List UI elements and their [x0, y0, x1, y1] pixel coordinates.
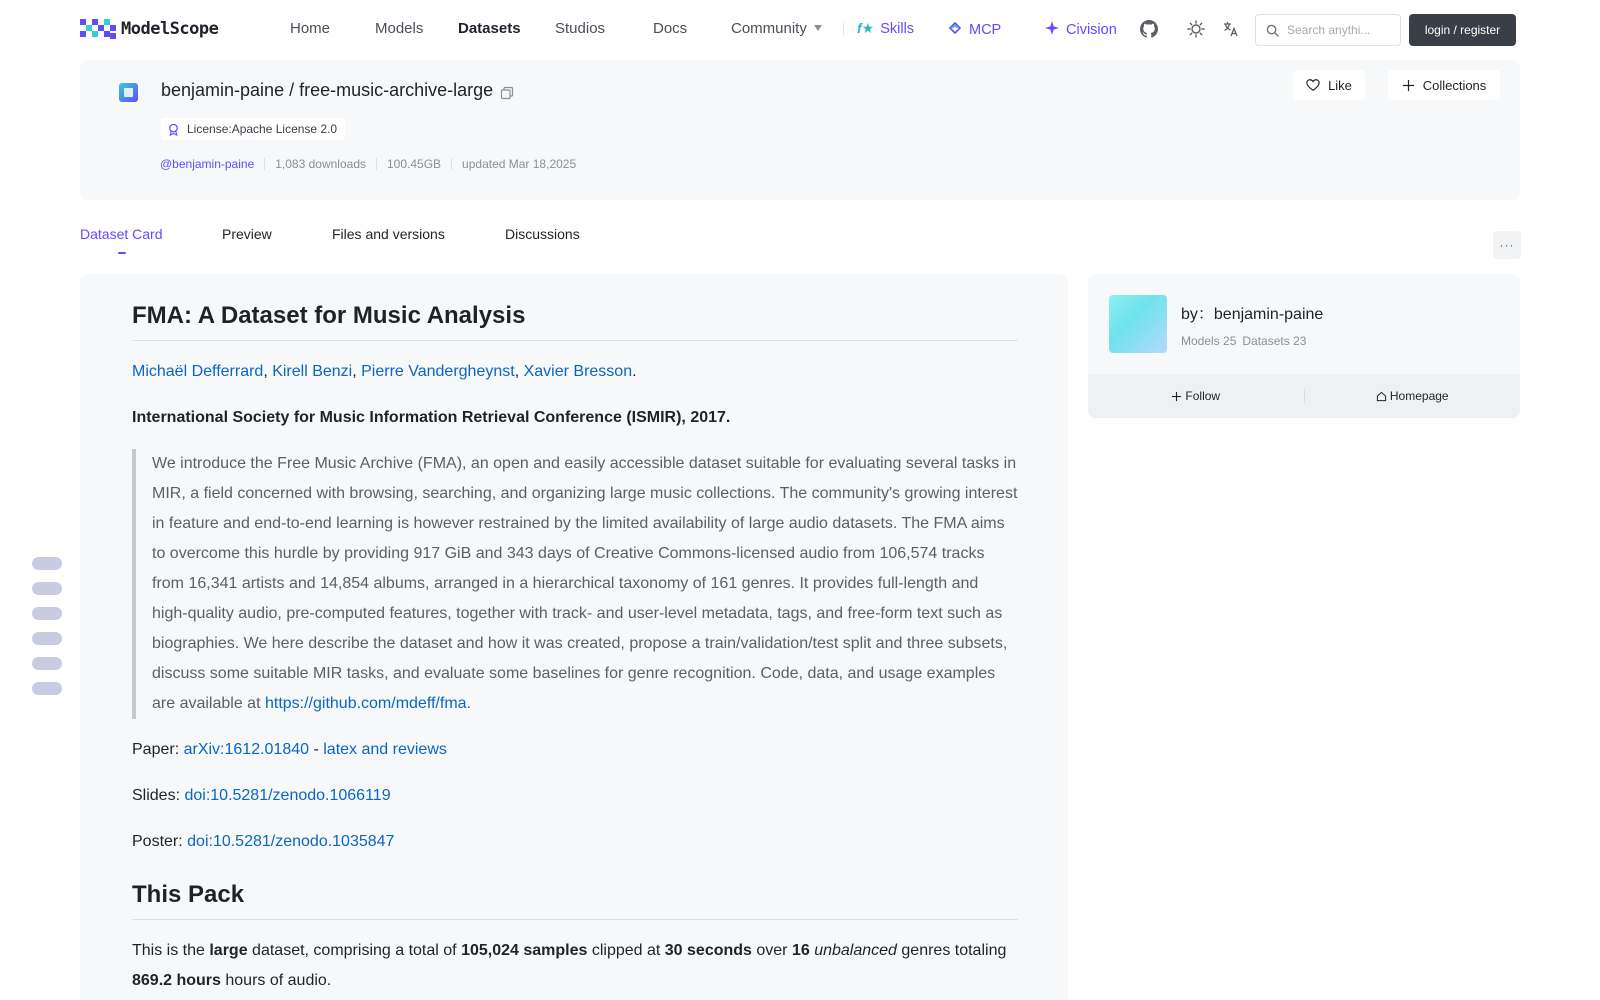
chevron-down-icon: [814, 25, 822, 31]
author-name[interactable]: by：benjamin-paine: [1181, 306, 1324, 323]
follow-label: Follow: [1185, 389, 1221, 403]
slides-line: [132, 781, 1018, 811]
pack-text: hours of audio.: [220, 972, 332, 989]
tab-discussions[interactable]: Discussions: [505, 226, 580, 242]
author-separator: ,: [263, 363, 273, 380]
readme: [132, 298, 1018, 996]
collections-button[interactable]: [1388, 70, 1500, 100]
pack-emphasis: 105,024 samples: [461, 942, 588, 959]
translate-icon[interactable]: [1220, 18, 1242, 40]
nav-divider: [843, 23, 844, 35]
title-separator: /: [289, 80, 295, 100]
author-link[interactable]: Michaël Defferrard: [132, 363, 264, 380]
follow-button[interactable]: [1088, 389, 1304, 403]
pack-text: dataset, comprising a total of: [247, 942, 462, 959]
outline-item[interactable]: [32, 607, 62, 620]
dataset-header: [80, 60, 1520, 200]
pack-italic: unbalanced: [814, 942, 897, 959]
latex-reviews-link[interactable]: latex and reviews: [323, 741, 447, 758]
pack-text: over: [751, 942, 792, 959]
skills-icon: f★: [857, 20, 875, 36]
owner-handle-link[interactable]: @benjamin-paine: [160, 157, 255, 171]
search-box[interactable]: [1255, 14, 1401, 46]
nav-civision[interactable]: [1044, 20, 1117, 39]
poster-doi-link[interactable]: doi:10.5281/zenodo.1035847: [187, 833, 395, 850]
nav-studios[interactable]: Studios: [555, 20, 606, 37]
updated-date: updated Mar 18,2025: [462, 157, 577, 171]
section-title-this-pack: This Pack: [132, 881, 1018, 920]
dataset-meta: [160, 157, 576, 171]
login-register-button[interactable]: login / register: [1409, 14, 1516, 46]
dataset-size: 100.45GB: [387, 157, 442, 171]
like-label: Like: [1328, 77, 1352, 93]
search-input[interactable]: [1287, 23, 1395, 37]
slides-doi-link[interactable]: doi:10.5281/zenodo.1066119: [184, 787, 391, 804]
logo-mark-icon: [80, 19, 118, 39]
dataset-icon: [119, 83, 138, 102]
outline-item[interactable]: [32, 657, 62, 670]
authors-end: .: [632, 363, 637, 380]
abstract-body: We introduce the Free Music Archive (FMA), an open and easily accessible dataset suitable for evaluating several tasks in MIR, a field concerned with browsing, searching, and organizing large music collections. The community's growing interest in feature and end-to-end learning is however restrained by the limited availability of large audio datasets. The FMA aims to overcome this hurdle by providing 917 GiB and 343 days of Creative Commons-licensed audio from 106,574 tracks from 16,341 artists and 14,854 albums, arranged in a hierarchical taxonomy of 161 genres. It provides full-length and high-quality audio, pre-computed features, together with track- and user-level metadata, tags, and free-form text such as biographies. We here describe the dataset and how it was created, propose a train/validation/test split and three subsets, discuss some suitable MIR tasks, and evaluate some baselines for genre recognition. Code, data, and usage examples are available at: [152, 455, 1018, 712]
nav-mcp-label: MCP: [969, 21, 1002, 38]
paper-line: [132, 735, 1018, 765]
outline-item[interactable]: [32, 557, 62, 570]
author-separator: ,: [352, 363, 362, 380]
nav-skills-label: Skills: [880, 20, 915, 37]
pack-text: clipped at: [587, 942, 665, 959]
github-repo-link[interactable]: https://github.com/mdeff/fma: [264, 695, 467, 712]
github-icon[interactable]: [1138, 18, 1160, 40]
author-card: [1088, 274, 1520, 418]
outline-item[interactable]: [32, 632, 62, 645]
mcp-icon: [947, 20, 963, 39]
author-actions: [1088, 374, 1520, 418]
document-outline: [32, 557, 62, 707]
paper-separator: -: [309, 741, 324, 758]
arxiv-link[interactable]: arXiv:1612.01840: [183, 741, 310, 758]
meta-divider: [376, 158, 377, 170]
pack-emphasis: 16: [791, 942, 810, 959]
homepage-label: Homepage: [1389, 389, 1449, 403]
meta-divider: [451, 158, 452, 170]
search-icon: [1266, 24, 1279, 37]
author-separator: ,: [514, 363, 524, 380]
abstract-end: .: [466, 695, 471, 712]
license-badge-icon: [167, 123, 180, 136]
nav-community-label: Community: [731, 20, 807, 37]
license-tag[interactable]: [161, 118, 345, 140]
nav-community[interactable]: [731, 20, 822, 37]
home-icon: [1376, 391, 1387, 402]
outline-item[interactable]: [32, 682, 62, 695]
sun-icon[interactable]: [1185, 18, 1207, 40]
pack-text: genres totaling: [896, 942, 1007, 959]
tab-files-and-versions[interactable]: Files and versions: [332, 226, 445, 242]
nav-home[interactable]: Home: [290, 20, 331, 37]
pack-emphasis: 869.2 hours: [132, 972, 221, 989]
like-button[interactable]: [1293, 70, 1365, 100]
tab-preview[interactable]: Preview: [222, 226, 272, 242]
download-count: 1,083 downloads: [275, 157, 366, 171]
pack-text: This is the: [132, 942, 210, 959]
brand-logo[interactable]: [80, 19, 218, 39]
poster-line: [132, 827, 1018, 857]
sparkle-icon: [1044, 20, 1060, 39]
dataset-card-content: [80, 274, 1068, 1000]
pack-emphasis: 30 seconds: [664, 942, 752, 959]
nav-models[interactable]: Models: [375, 20, 424, 37]
pack-description: [132, 936, 1018, 996]
plus-icon: [1402, 79, 1415, 92]
author-datasets-count[interactable]: Datasets 23: [1242, 334, 1307, 348]
pack-emphasis: large: [209, 942, 248, 959]
nav-datasets[interactable]: Datasets: [458, 20, 521, 37]
meta-divider: [264, 158, 265, 170]
more-options-button[interactable]: ···: [1493, 231, 1521, 259]
dataset-owner[interactable]: benjamin-paine: [161, 80, 285, 100]
license-label: License:Apache License 2.0: [187, 122, 338, 136]
avatar[interactable]: [1109, 295, 1167, 353]
homepage-button[interactable]: [1305, 389, 1521, 403]
poster-label: Poster:: [132, 833, 188, 850]
readme-title: FMA: A Dataset for Music Analysis: [132, 298, 1018, 341]
tab-dataset-card[interactable]: Dataset Card: [80, 226, 163, 242]
outline-item[interactable]: [32, 582, 62, 595]
author-models-count[interactable]: Models 25: [1181, 334, 1237, 348]
nav-civision-label: Civision: [1066, 21, 1117, 38]
abstract-text: [152, 449, 1018, 719]
dataset-name: free-music-archive-large: [299, 80, 494, 100]
author-link[interactable]: Pierre Vandergheynst: [361, 363, 515, 380]
brand-name: ModelScope: [121, 19, 219, 39]
conference-line: International Society for Music Information Retrieval Conference (ISMIR), 2017.: [132, 409, 731, 426]
top-navigation: [0, 0, 1600, 58]
dataset-title: [161, 80, 514, 101]
nav-docs[interactable]: Docs: [653, 20, 688, 37]
paper-label: Paper:: [132, 741, 184, 758]
heart-icon: [1306, 78, 1320, 92]
active-tab-indicator: [118, 252, 126, 254]
author-link[interactable]: Xavier Bresson: [523, 363, 633, 380]
author-link[interactable]: Kirell Benzi: [272, 363, 353, 380]
slides-label: Slides:: [132, 787, 185, 804]
nav-skills[interactable]: [857, 20, 914, 37]
copy-icon[interactable]: [500, 84, 514, 98]
abstract-blockquote: [132, 449, 1018, 719]
plus-icon: [1171, 391, 1182, 402]
nav-mcp[interactable]: [947, 20, 1001, 39]
authors-line: [132, 357, 1018, 387]
collections-label: Collections: [1422, 77, 1487, 93]
author-stats: [1181, 334, 1306, 348]
